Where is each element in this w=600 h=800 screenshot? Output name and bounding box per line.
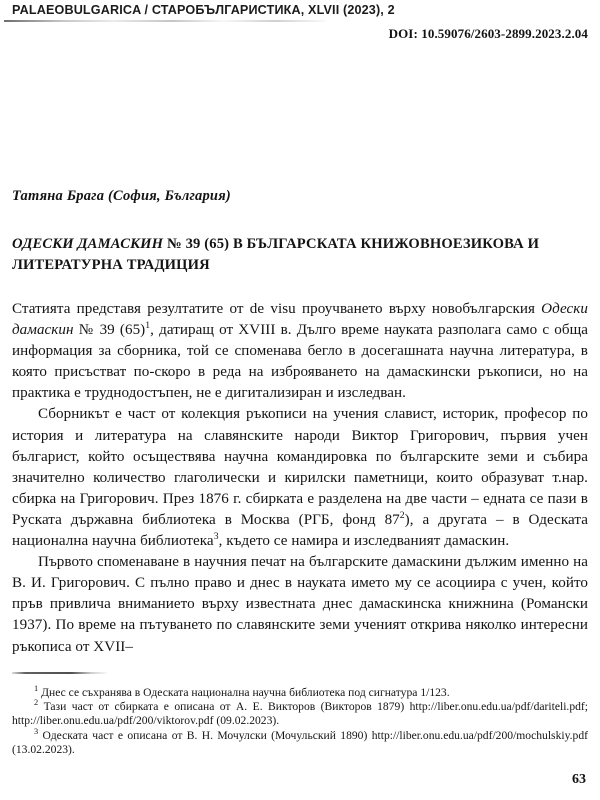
- footnote-ref-2: 2: [399, 509, 405, 521]
- p1-segment-c: , датиращ от XVIII в. Дълго време науката разполага само с обща информация за сборника, той се споменава бегло в досегашната научна литература, в която присъстват по-скоро в реда на изброяването на дамаскински ръкописи, но на практика е труднодостъпен, не е дигитализиран и изследван.: [12, 322, 588, 402]
- page-number: 63: [572, 772, 586, 787]
- footnote-item: [12, 686, 588, 700]
- article-title: [12, 234, 590, 276]
- footnote-marker: 2: [34, 698, 39, 708]
- article-title-rest: № 39 (65) В БЪЛГАРСКАТА КНИЖОВНОЕЗИКОВА И ЛИТЕРАТУРНА ТРАДИЦИЯ: [12, 236, 540, 273]
- paragraph-3: Първото споменаване в научния печат на българските дамаскини дължим именно на В. И. Григорович. С пълно право и днес в науката името му се асоциира с учен, който пръв привлича вниманието върху известната днес дамаскинска книжнина (Романски 1937). По време на пътуването по славянските земи ученият открива няколко интересни ръкописа от XVII–: [12, 554, 588, 655]
- article-body: [12, 299, 588, 658]
- footnote-text: Тази част от сбирката е описана от А. Е. Викторов (Викторов 1879) http://liber.onu.edu.ua/pdf/dariteli.pdf; http://liber.onu.edu.ua/pdf/200/viktorov.pdf (09.02.2023).: [12, 700, 588, 728]
- header-rule: [4, 20, 326, 22]
- doi-line: DOI: 10.59076/2603-2899.2023.2.04: [388, 26, 588, 41]
- footnote-item: [12, 700, 588, 728]
- running-head: PALAEOBULGARICA / СТАРОБЪЛГАРИСТИКА, XLVII (2023), 2: [12, 3, 395, 17]
- p2-segment-b: ), а другата – в Одеската национална научна библиотека: [12, 511, 588, 550]
- footnote-marker: 3: [34, 726, 39, 736]
- paragraph-1: [12, 299, 588, 404]
- p1-italic-title: Одески дамаскин: [12, 301, 588, 339]
- p2-segment-c: , където се намира и изследваният дамаскин.: [218, 533, 510, 550]
- p2-segment-a: Сборникът е част от колекция ръкописи на учения славист, историк, професор по история и литература на славянските народи Виктор Григорович, първия учен българист, който осъществява научна командировка по българските земи и събира значително количество глаголически и кирилски паметници, които образуват т.нар. сбирка на Григорович. През 1876 г. сбирката е разделена на две части – едната се пази в Руската държавна библиотека в Москва (РГБ, фонд 87: [12, 406, 588, 528]
- p1-segment-a: Статията представя резултатите от de visu проучването върху новобългарския: [12, 301, 542, 317]
- footnote-marker: 1: [34, 684, 39, 694]
- paragraph-2: [12, 404, 588, 552]
- footnote-ref-1: 1: [145, 320, 151, 332]
- footnote-list: [12, 686, 588, 757]
- footnote-text: Днес се съхранява в Одеската национална научна библиотека под сигнатура 1/123.: [41, 686, 450, 699]
- footnote-item: [12, 726, 588, 757]
- footnote-text: Одеската част е описана от В. Н. Мочулски (Мочульский 1890) http://liber.onu.edu.ua/pdf/200/mochulskiy.pdf (13.02.2023).: [12, 728, 588, 756]
- p1-segment-b: № 39 (65): [73, 322, 146, 339]
- footnote-ref-3: 3: [213, 531, 219, 542]
- article-title-italic: ОДЕСКИ ДАМАСКИН: [12, 236, 164, 252]
- author-byline: Татяна Брага (София, България): [12, 188, 231, 204]
- footnote-separator: [12, 672, 107, 674]
